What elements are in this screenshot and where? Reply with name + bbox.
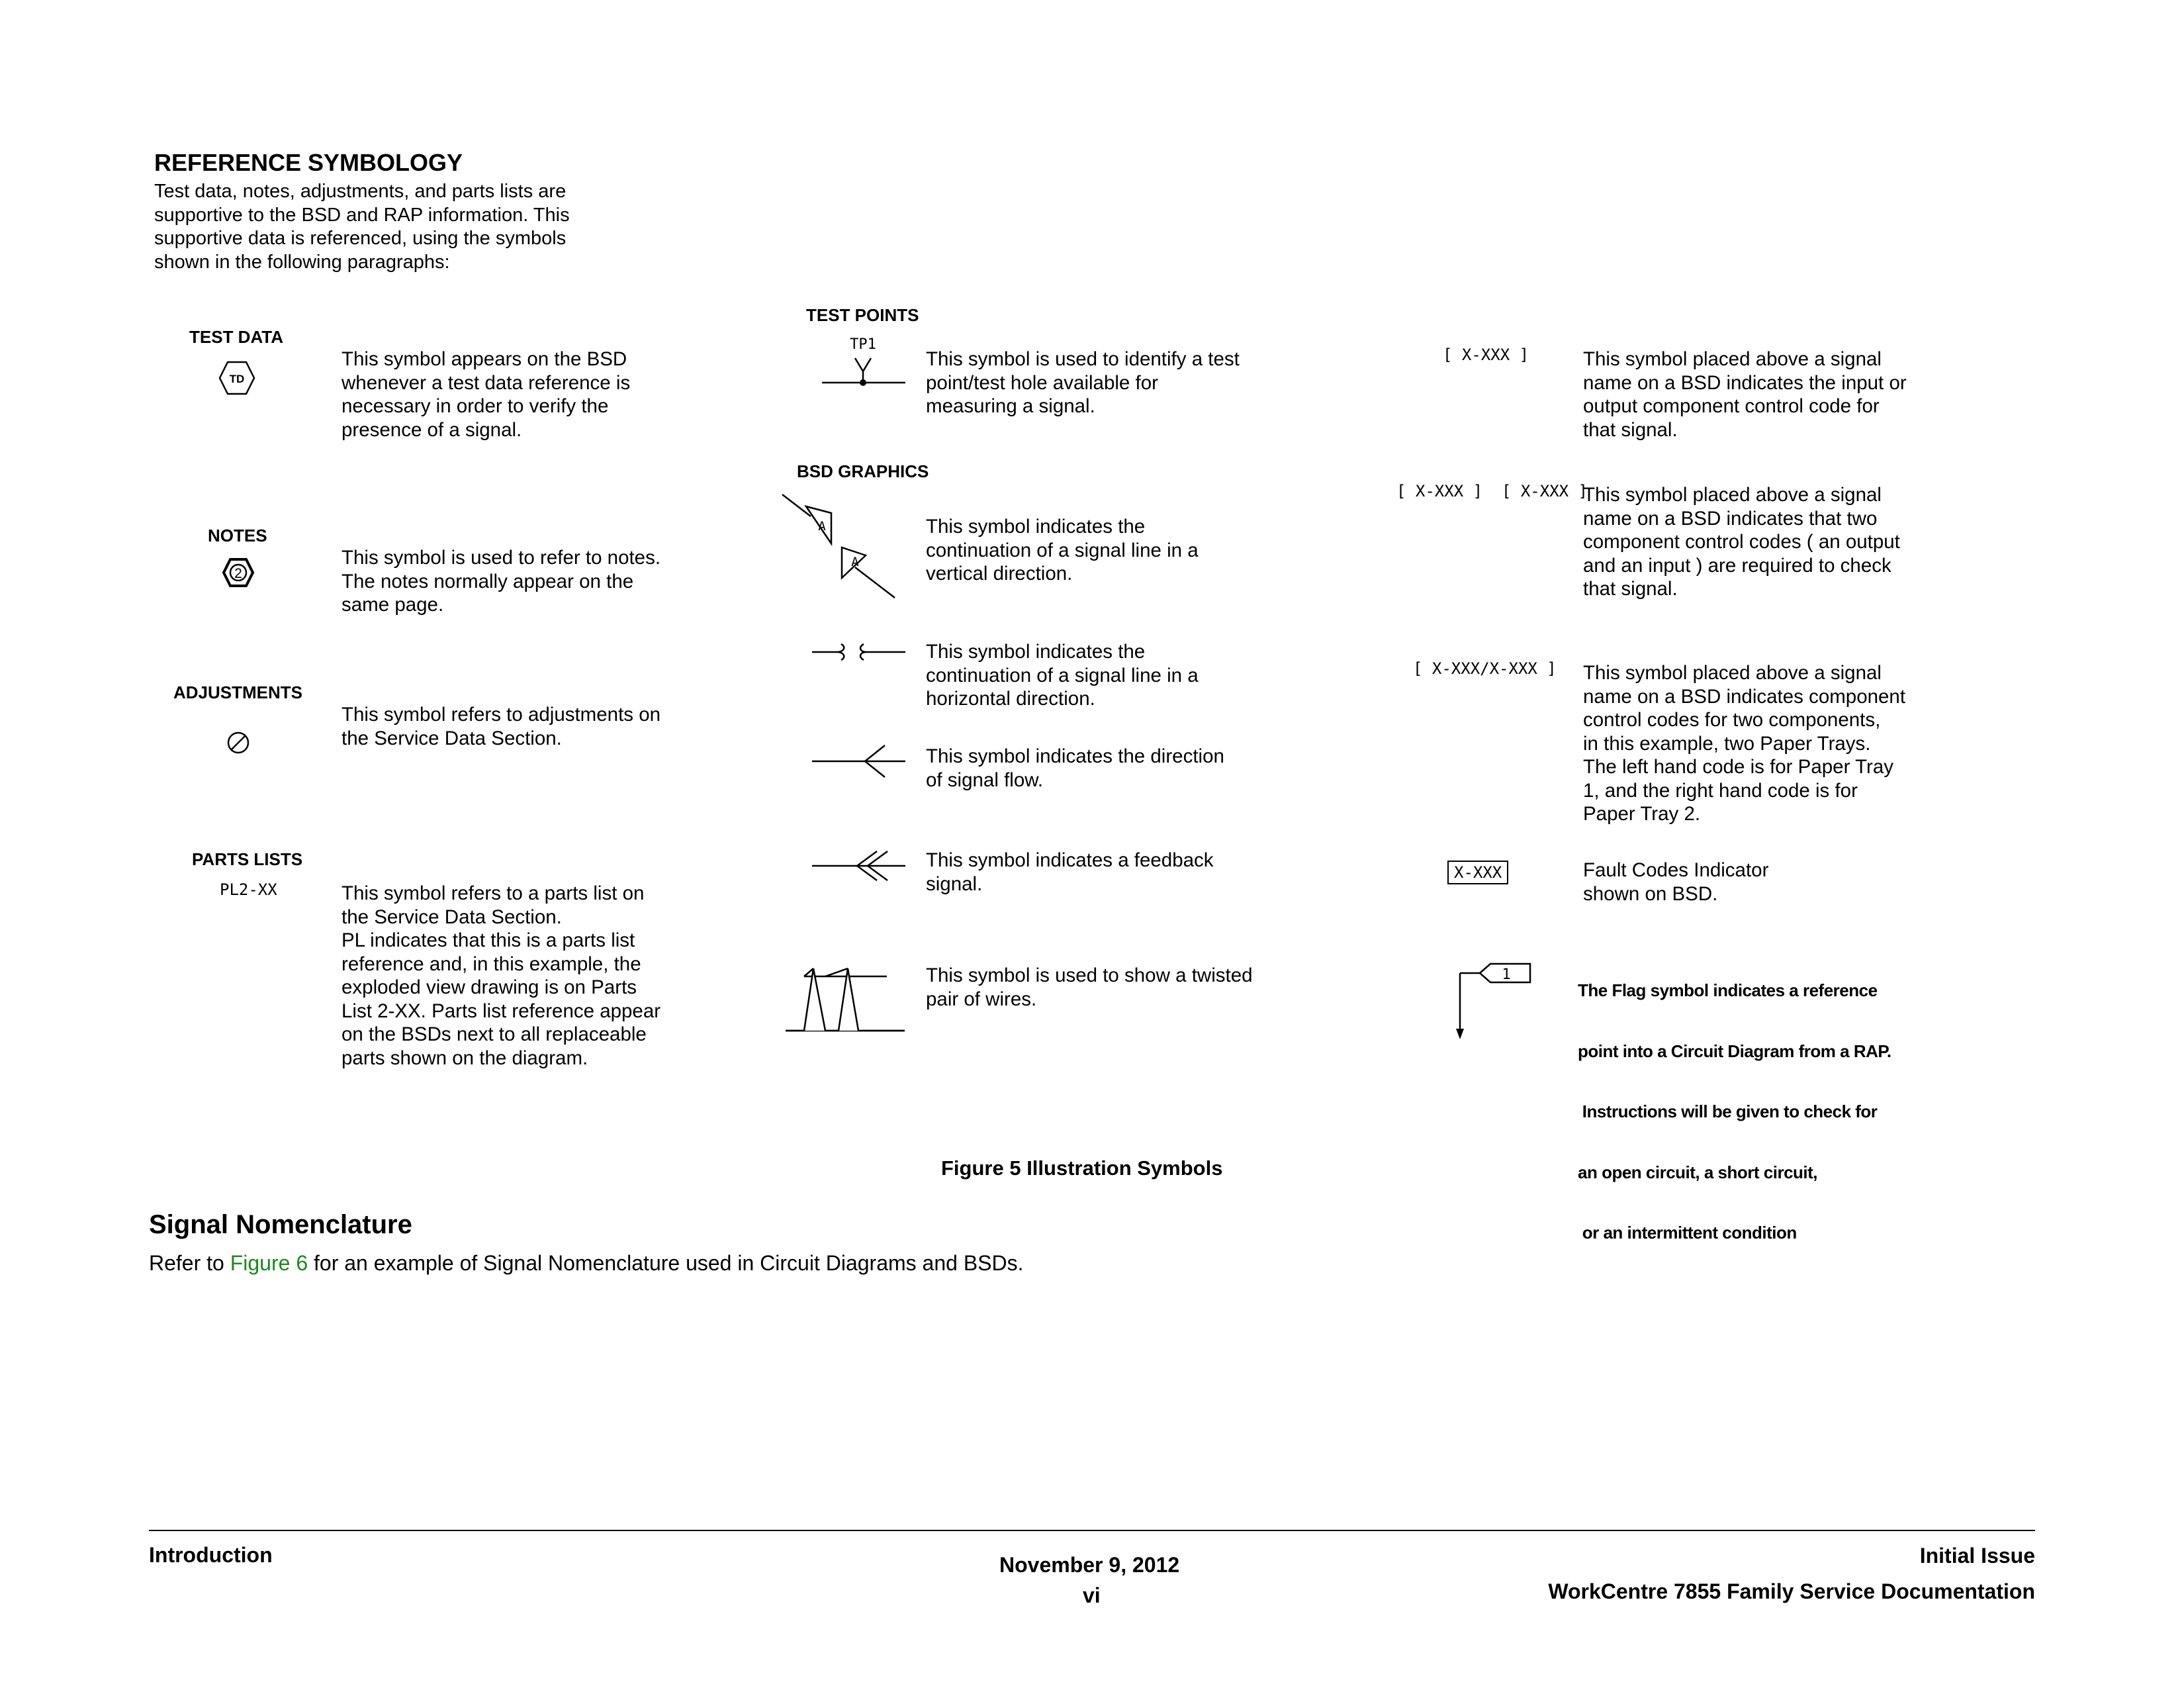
- desc-line: or an intermittent condition: [1578, 1223, 1797, 1243]
- test-point-symbol-text: TP1: [850, 336, 876, 353]
- desc-line: This symbol placed above a signal: [1583, 484, 1882, 506]
- intro-line: supportive to the BSD and RAP information. This: [154, 204, 570, 226]
- desc-line: Paper Tray 2.: [1583, 803, 1701, 825]
- figure-caption: Figure 5 Illustration Symbols: [941, 1156, 1223, 1180]
- desc-line: name on a BSD indicates that two: [1583, 507, 1878, 530]
- flag-icon: [1453, 953, 1533, 1039]
- twisted-pair-icon: [784, 963, 907, 1033]
- desc-line: This symbol appears on the BSD: [341, 348, 627, 370]
- double-control-code-symbol: [ X-XXX ] [ X-XXX ]: [1396, 482, 1588, 500]
- desc-line: presence of a signal.: [341, 418, 522, 441]
- desc-line: necessary in order to verify the: [341, 395, 609, 417]
- vertical-continuation-text-bottom: A: [851, 555, 859, 569]
- footer-rule: [149, 1530, 2035, 1531]
- desc-line: parts shown on the diagram.: [341, 1047, 588, 1069]
- desc-line: point/test hole available for: [926, 371, 1158, 394]
- desc-line: PL indicates that this is a parts list: [341, 929, 635, 951]
- fault-code-box: X-XXX: [1447, 861, 1508, 884]
- figure-6-link[interactable]: Figure 6: [230, 1251, 308, 1275]
- footer-doc-title: WorkCentre 7855 Family Service Documentation: [1548, 1579, 2035, 1603]
- desc-line: the Service Data Section.: [341, 906, 562, 928]
- fault-code-description: [1583, 859, 1768, 906]
- desc-line: point into a Circuit Diagram from a RAP.: [1578, 1041, 1891, 1061]
- section-paragraph: [149, 1251, 1024, 1276]
- feedback-signal-icon: [811, 849, 910, 882]
- desc-line: pair of wires.: [926, 988, 1037, 1010]
- desc-line: and an input ) are required to check: [1583, 554, 1891, 577]
- flag-description: [1578, 940, 1891, 1263]
- feedback-signal-description: [926, 849, 1214, 896]
- vertical-continuation-description: [926, 515, 1199, 586]
- desc-line: that signal.: [1583, 418, 1678, 441]
- desc-line: List 2-XX. Parts list reference appear: [341, 1000, 661, 1022]
- desc-line: that signal.: [1583, 578, 1678, 600]
- desc-line: of signal flow.: [926, 769, 1044, 791]
- split-control-code-symbol: [ X-XXX/X-XXX ]: [1413, 659, 1557, 678]
- desc-line: on the BSDs next to all replaceable: [341, 1023, 647, 1045]
- desc-line: an open circuit, a short circuit,: [1578, 1162, 1818, 1182]
- desc-line: 1, and the right hand code is for: [1583, 779, 1858, 802]
- flag-symbol-text: 1: [1502, 966, 1511, 983]
- single-control-code-symbol: [ X-XXX ]: [1443, 346, 1529, 364]
- desc-line: This symbol indicates the: [926, 641, 1146, 663]
- desc-line: control codes for two components,: [1583, 709, 1881, 731]
- single-control-code-description: [1583, 348, 1907, 442]
- horizontal-continuation-description: [926, 640, 1199, 711]
- notes-label: NOTES: [208, 526, 267, 545]
- parts-lists-description: [341, 882, 660, 1070]
- desc-line: reference and, in this example, the: [341, 953, 641, 975]
- desc-line: The notes normally appear on the: [341, 570, 634, 592]
- notes-symbol-text: 2: [234, 566, 242, 581]
- paragraph-text: Refer to: [149, 1251, 230, 1275]
- desc-line: exploded view drawing is on Parts: [341, 976, 637, 998]
- desc-line: This symbol refers to adjustments on: [341, 704, 661, 726]
- desc-line: This symbol is used to show a twisted: [926, 964, 1253, 986]
- desc-line: output component control code for: [1583, 395, 1880, 417]
- vertical-continuation-icon: [781, 493, 900, 599]
- parts-lists-label: PARTS LISTS: [192, 849, 303, 869]
- desc-line: This symbol refers to a parts list on: [341, 882, 645, 904]
- desc-line: The Flag symbol indicates a reference: [1578, 980, 1878, 1000]
- desc-line: vertical direction.: [926, 563, 1073, 585]
- signal-direction-description: [926, 745, 1224, 792]
- desc-line: This symbol is used to refer to notes.: [341, 547, 661, 569]
- section-heading: Signal Nomenclature: [149, 1210, 412, 1239]
- desc-line: in this example, two Paper Trays.: [1583, 732, 1871, 755]
- horizontal-continuation-icon: [811, 639, 910, 665]
- desc-line: continuation of a signal line in a: [926, 539, 1199, 561]
- desc-line: continuation of a signal line in a: [926, 664, 1199, 686]
- intro-paragraph: [154, 180, 570, 274]
- test-data-symbol-text: TD: [229, 373, 245, 385]
- desc-line: This symbol is used to identify a test: [926, 348, 1240, 370]
- desc-line: The left hand code is for Paper Tray: [1583, 756, 1893, 778]
- desc-line: signal.: [926, 872, 983, 895]
- intro-line: Test data, notes, adjustments, and parts lists are: [154, 181, 567, 202]
- adjustment-icon: [226, 730, 251, 755]
- twisted-pair-description: [926, 964, 1253, 1011]
- paragraph-text: for an example of Signal Nomenclature used in Circuit Diagrams and BSDs.: [308, 1251, 1024, 1275]
- desc-line: whenever a test data reference is: [341, 371, 631, 394]
- test-points-label: TEST POINTS: [806, 305, 919, 325]
- split-control-code-description: [1583, 661, 1905, 826]
- vertical-continuation-text-top: A: [818, 519, 826, 534]
- footer-page-number: vi: [1083, 1583, 1101, 1607]
- desc-line: same page.: [341, 594, 444, 616]
- desc-line: This symbol indicates the direction: [926, 745, 1224, 767]
- desc-line: shown on BSD.: [1583, 882, 1718, 905]
- test-points-description: [926, 348, 1240, 418]
- intro-line: supportive data is referenced, using the symbols: [154, 228, 567, 249]
- desc-line: Instructions will be given to check for: [1578, 1102, 1878, 1121]
- desc-line: This symbol placed above a signal: [1583, 662, 1882, 684]
- intro-line: shown in the following paragraphs:: [154, 251, 450, 273]
- desc-line: name on a BSD indicates the input or: [1583, 371, 1907, 394]
- desc-line: horizontal direction.: [926, 688, 1095, 710]
- adjustments-description: [341, 703, 660, 750]
- desc-line: measuring a signal.: [926, 395, 1095, 417]
- footer-section-name: Introduction: [149, 1543, 273, 1567]
- signal-direction-arrow-icon: [811, 743, 910, 780]
- adjustments-label: ADJUSTMENTS: [173, 682, 303, 702]
- test-data-label: TEST DATA: [189, 327, 284, 347]
- desc-line: the Service Data Section.: [341, 727, 562, 749]
- page-title: REFERENCE SYMBOLOGY: [154, 149, 463, 176]
- desc-line: This symbol indicates the: [926, 516, 1146, 538]
- footer-issue: Initial Issue: [1919, 1544, 2035, 1568]
- desc-line: Fault Codes Indicator: [1583, 859, 1769, 881]
- desc-line: name on a BSD indicates component: [1583, 685, 1906, 708]
- footer-date: November 9, 2012: [999, 1553, 1180, 1577]
- parts-list-symbol: PL2-XX: [220, 880, 277, 899]
- notes-description: [341, 546, 660, 617]
- bsd-graphics-label: BSD GRAPHICS: [797, 461, 929, 481]
- test-point-icon: [821, 334, 913, 391]
- notes-hexagon-icon: [222, 558, 254, 587]
- desc-line: component control codes ( an output: [1583, 531, 1900, 553]
- double-control-code-description: [1583, 483, 1900, 601]
- test-data-description: [341, 348, 630, 442]
- test-data-hexagon-icon: [218, 361, 255, 395]
- desc-line: This symbol placed above a signal: [1583, 348, 1882, 370]
- desc-line: This symbol indicates a feedback: [926, 849, 1214, 871]
